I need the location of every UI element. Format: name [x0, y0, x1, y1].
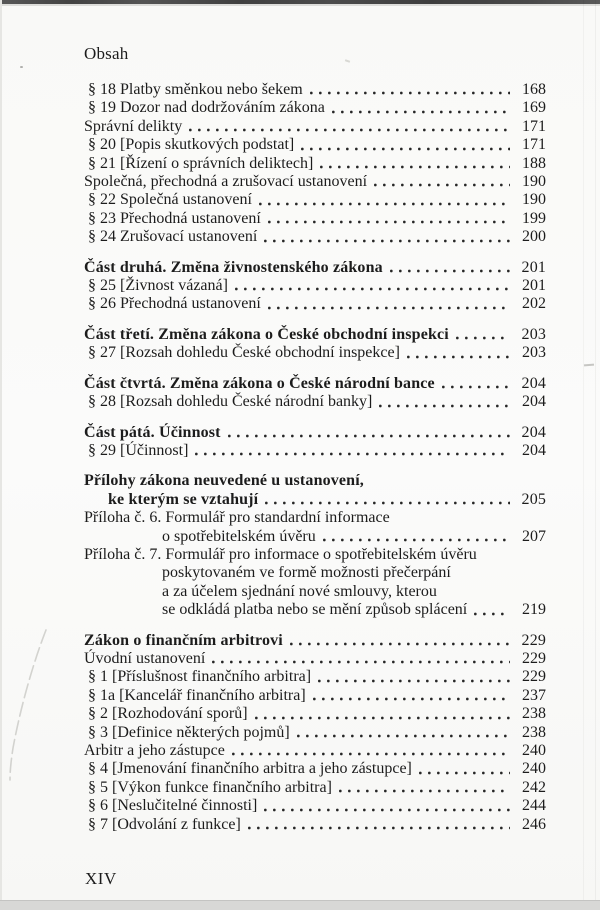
- toc-entry-label: § 22 Společná ustanovení: [88, 191, 252, 209]
- dot-leader: [228, 424, 510, 442]
- toc-page-number: 238: [522, 723, 546, 741]
- toc-entry: [84, 442, 546, 460]
- dot-leader: [323, 528, 510, 546]
- toc-entry: [84, 393, 546, 411]
- toc-entry-label: § 24 Zrušovací ustanovení: [88, 228, 258, 246]
- dot-leader: [248, 816, 510, 834]
- dot-leader: [456, 326, 510, 344]
- toc-entry: [84, 173, 546, 191]
- toc-page-number: 201: [521, 258, 546, 276]
- toc-page-number: 240: [522, 742, 546, 759]
- toc-entry-label: Část čtvrtá. Změna zákona o České národní bance: [84, 374, 435, 392]
- dot-leader: [259, 191, 510, 209]
- scan-artifact-right-line: [583, 0, 584, 910]
- toc-page-number: 202: [522, 295, 546, 313]
- dot-leader: [332, 99, 510, 117]
- toc-entry-label: § 25 [Živnost vázaná]: [88, 277, 228, 295]
- toc-page-number: 238: [522, 705, 546, 723]
- toc-entry-label: Část třetí. Změna zákona o České obchodní inspekci: [84, 325, 449, 343]
- toc-entry: [84, 326, 546, 344]
- toc-page-number: 242: [522, 778, 546, 796]
- toc-page-number: 204: [521, 374, 546, 392]
- toc-entry: [84, 742, 546, 760]
- toc-entry-label: § 21 [Řízení o správních deliktech]: [88, 154, 314, 172]
- toc-page-number: 203: [522, 344, 546, 362]
- toc-entry-label: § 26 Přechodná ustanovení: [88, 295, 261, 313]
- dot-leader: [212, 650, 510, 668]
- dot-leader: [339, 779, 510, 797]
- toc-entry-label: § 20 [Popis skutkových podstat]: [88, 136, 295, 154]
- toc-list: [84, 81, 546, 834]
- toc-group: [84, 472, 546, 619]
- toc-entry-label: § 4 [Jmenování finančního arbitra a jeho zástupce]: [88, 760, 412, 778]
- toc-page-number: 190: [522, 173, 546, 191]
- toc-entry-label: Zákon o finančním arbitrovi: [84, 631, 283, 649]
- toc-entry: [84, 816, 546, 834]
- toc-page-number: 171: [522, 117, 546, 135]
- toc-page-number: 246: [522, 815, 546, 833]
- scan-artifact-top-shadow: [0, 4, 600, 6]
- dot-leader: [268, 295, 510, 313]
- toc-page-number: 168: [522, 81, 546, 98]
- toc-group: [84, 81, 546, 247]
- dot-leader: [419, 760, 510, 778]
- toc-entry-label: Příloha č. 7. Formulář pro informace o spotřebitelském úvěru: [84, 545, 477, 563]
- dot-leader: [320, 155, 510, 173]
- toc-group: [84, 632, 546, 834]
- dot-leader: [301, 136, 510, 154]
- toc-page-number: 204: [522, 393, 546, 411]
- toc-entry: [84, 632, 546, 650]
- toc-entry-label: § 3 [Definice některých pojmů]: [88, 723, 290, 741]
- dot-leader: [232, 742, 510, 760]
- toc-entry: [84, 724, 546, 742]
- toc-content: [84, 44, 546, 834]
- toc-entry-label: § 28 [Rozsah dohledu České národní banky]: [88, 393, 373, 411]
- toc-entry-label: § 6 [Neslučitelné činnosti]: [88, 797, 258, 815]
- dot-leader: [407, 344, 510, 362]
- dot-leader: [379, 393, 510, 411]
- scan-speck: [20, 66, 23, 68]
- dot-leader: [195, 442, 510, 460]
- toc-entry-label: o spotřebitelském úvěru: [162, 527, 316, 545]
- toc-entry: [84, 509, 546, 546]
- toc-entry: [84, 228, 546, 246]
- dot-leader: [265, 491, 510, 509]
- toc-group: [84, 424, 546, 461]
- toc-entry-label: poskytovaném ve formě možnosti přečerpání: [162, 564, 451, 582]
- toc-entry-label: Správní delikty: [84, 117, 183, 135]
- toc-page-number: 229: [521, 631, 546, 649]
- toc-entry-label: Část druhá. Změna živnostenského zákona: [84, 258, 383, 276]
- toc-entry-label: § 2 [Rozhodování sporů]: [88, 705, 248, 723]
- toc-page-number: 190: [522, 191, 546, 209]
- toc-entry: [84, 650, 546, 668]
- toc-page-number: 171: [522, 136, 546, 154]
- toc-entry: [84, 344, 546, 362]
- dot-leader: [310, 81, 510, 99]
- toc-entry-label: § 7 [Odvolání z funkce]: [88, 815, 241, 833]
- toc-entry: [84, 81, 546, 99]
- toc-group: [84, 375, 546, 412]
- page-number: XIV: [85, 869, 117, 888]
- toc-entry-label: a za účelem sjednání nové smlouvy, kterou: [162, 582, 437, 600]
- toc-entry-label: § 29 [Účinnost]: [88, 441, 189, 459]
- dot-leader: [235, 277, 510, 295]
- toc-entry: [84, 760, 546, 778]
- dot-leader: [264, 797, 510, 815]
- toc-entry: [84, 99, 546, 117]
- toc-page-number: 244: [522, 797, 546, 815]
- toc-entry: [84, 210, 546, 228]
- toc-page-number: 199: [522, 209, 546, 227]
- dot-leader: [374, 173, 510, 191]
- toc-page-number: 207: [522, 527, 546, 545]
- dot-leader: [313, 687, 510, 705]
- toc-page-number: 188: [522, 154, 546, 172]
- dot-leader: [189, 118, 510, 136]
- toc-page-number: 169: [522, 99, 546, 117]
- toc-entry-label: Společná, přechodná a zrušovací ustanovení: [84, 173, 368, 191]
- toc-entry-label: Arbitr a jeho zástupce: [84, 742, 225, 759]
- toc-page-number: 229: [522, 649, 546, 667]
- toc-group: [84, 326, 546, 363]
- toc-page-number: 237: [522, 686, 546, 704]
- toc-page-number: 204: [522, 441, 546, 459]
- toc-entry: [84, 687, 546, 705]
- dot-leader: [442, 375, 510, 393]
- scan-artifact-hairline-curl: [4, 618, 50, 793]
- dot-leader: [390, 259, 510, 277]
- dot-leader: [264, 228, 510, 246]
- toc-entry: [84, 375, 546, 393]
- toc-page-number: 203: [521, 325, 546, 343]
- page-title: Obsah: [84, 44, 129, 63]
- dot-leader: [297, 724, 510, 742]
- toc-entry: [84, 424, 546, 442]
- toc-entry: [84, 295, 546, 313]
- toc-entry-label: § 5 [Výkon funkce finančního arbitra]: [88, 778, 332, 796]
- toc-entry-label: Část pátá. Účinnost: [84, 423, 221, 441]
- toc-entry-label: se odkládá platba nebo se mění způsob splácení: [162, 601, 468, 619]
- dot-leader: [290, 632, 510, 650]
- dot-leader: [268, 210, 510, 228]
- toc-entry: [84, 277, 546, 295]
- toc-entry-label: § 18 Platby směnkou nebo šekem: [88, 81, 303, 98]
- toc-entry-label: Příloha č. 6. Formulář pro standardní informace: [84, 509, 390, 527]
- toc-page-number: 200: [522, 228, 546, 246]
- toc-entry: [84, 259, 546, 277]
- toc-entry: [84, 136, 546, 154]
- scan-speck: [584, 364, 594, 367]
- toc-entry: [84, 472, 546, 509]
- scan-artifact-bottom-edge: [0, 900, 600, 910]
- scan-artifact-left-edge: [0, 0, 2, 910]
- toc-entry-label: § 19 Dozor nad dodržováním zákona: [88, 99, 325, 117]
- toc-entry: [84, 779, 546, 797]
- toc-entry: [84, 705, 546, 723]
- toc-entry: [84, 546, 546, 620]
- toc-page-number: 219: [522, 601, 546, 619]
- toc-entry-label: § 1 [Příslušnost finančního arbitra]: [88, 668, 312, 686]
- toc-entry: [84, 668, 546, 686]
- toc-entry: [84, 191, 546, 209]
- toc-entry: [84, 155, 546, 173]
- toc-group: [84, 259, 546, 314]
- scan-artifact-right-line: [595, 0, 596, 910]
- toc-entry-label: ke kterým se vztahují: [108, 490, 259, 508]
- toc-entry-label: § 23 Přechodná ustanovení: [88, 209, 261, 227]
- toc-entry-label: § 1a [Kancelář finančního arbitra]: [88, 686, 306, 704]
- toc-page-number: 204: [521, 423, 546, 441]
- toc-page-number: 229: [522, 668, 546, 686]
- toc-entry-label: Úvodní ustanovení: [84, 649, 206, 667]
- dot-leader: [318, 668, 510, 686]
- toc-entry-label: § 27 [Rozsah dohledu České obchodní inspekce]: [88, 344, 400, 362]
- toc-page-number: 240: [522, 760, 546, 778]
- dot-leader: [474, 601, 510, 619]
- dot-leader: [255, 705, 510, 723]
- toc-entry: [84, 118, 546, 136]
- toc-page-number: 205: [521, 490, 546, 508]
- toc-page-number: 201: [522, 277, 546, 295]
- toc-entry: [84, 797, 546, 815]
- toc-entry-label: Přílohy zákona neuvedené u ustanovení,: [84, 472, 364, 490]
